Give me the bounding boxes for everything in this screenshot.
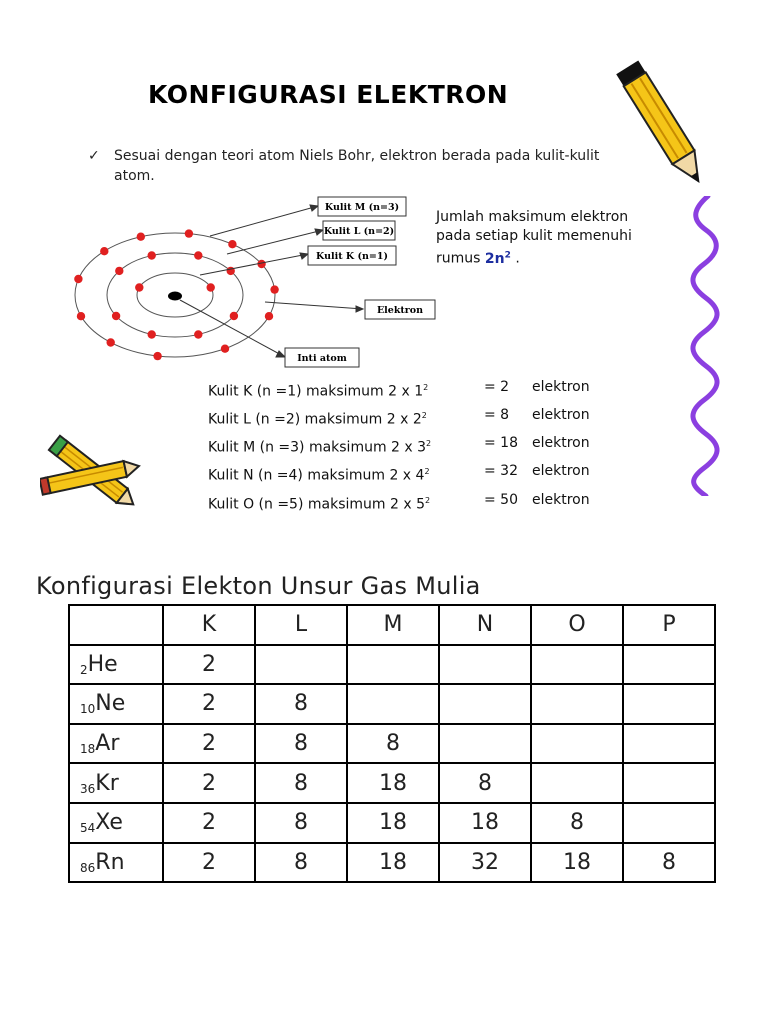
table-row (69, 843, 715, 883)
element-symbol-cell (69, 645, 163, 685)
electron-count-cell: 2 (163, 843, 255, 883)
electron-count-cell (623, 684, 715, 724)
electron-count-cell (531, 724, 623, 764)
note-line-3: rumus $2n^2$ . (436, 250, 520, 267)
shell-max-value: = 2 (484, 379, 510, 395)
electron-count-cell: 18 (347, 763, 439, 803)
electron-count-cell: 8 (255, 843, 347, 883)
atomic-number: 10 (80, 702, 96, 717)
electron-count-cell: 8 (255, 684, 347, 724)
table-row (69, 763, 715, 803)
shell-unit: elektron (532, 379, 590, 395)
table-title: Konfigurasi Elekton Unsur Gas Mulia (36, 572, 481, 600)
label-elektron-text: Elektron (376, 305, 424, 316)
element-symbol: Ar (95, 731, 120, 757)
electron-count-cell: 18 (347, 803, 439, 843)
shell-max-value: = 50 (484, 491, 518, 508)
shell-max-value: = 18 (484, 435, 518, 452)
electron-count-cell: 2 (163, 724, 255, 764)
electron-count-cell: 2 (163, 763, 255, 803)
table-header-shell: O (531, 605, 623, 645)
pencil-icon (612, 56, 722, 206)
electron-dot (185, 229, 193, 237)
electron-count-cell (347, 684, 439, 724)
label-kulit-m (318, 197, 406, 216)
electron-count-cell: 8 (531, 803, 623, 843)
shell-capacity-row (208, 404, 590, 432)
electron-count-cell: 2 (163, 684, 255, 724)
electron-count-cell: 32 (439, 843, 531, 883)
table-row (69, 645, 715, 685)
label-kulit-l-text: Kulit L (n=2) (323, 226, 395, 237)
table-header-shell: M (347, 605, 439, 645)
electron-count-cell (439, 684, 531, 724)
formula-2n2: $2n^2$ (484, 250, 511, 267)
electron-dot (77, 312, 85, 320)
element-symbol: He (87, 651, 118, 677)
max-electron-note (436, 208, 676, 269)
shell-formula: Kulit K (n =1) maksimum 2 x $1^2$ (208, 383, 429, 400)
element-symbol: Rn (95, 849, 125, 875)
electron-count-cell (623, 763, 715, 803)
note-line-2: pada setiap kulit memenuhi (436, 228, 632, 244)
electron-dot (74, 275, 82, 283)
electron-dot (135, 283, 143, 291)
element-symbol: Kr (95, 770, 119, 796)
electron-dot (230, 312, 238, 320)
electron-dot (112, 312, 120, 320)
table-header-row (69, 605, 715, 645)
table-row (69, 803, 715, 843)
element-symbol-cell (69, 763, 163, 803)
electron-count-cell (439, 724, 531, 764)
electron-dot (148, 251, 156, 259)
electron-dot (265, 312, 273, 320)
shell-formula: Kulit N (n =4) maksimum 2 x $4^2$ (208, 467, 430, 485)
electron-dot (137, 233, 145, 241)
atomic-number: 86 (80, 860, 96, 875)
shell-unit: elektron (532, 407, 590, 424)
electron-count-cell: 8 (347, 724, 439, 764)
atomic-number: 36 (80, 781, 96, 796)
shell-capacity-row (208, 460, 590, 488)
shell-unit: elektron (532, 491, 590, 508)
electron-count-cell (531, 763, 623, 803)
shell-capacity-row (208, 489, 590, 517)
label-kulit-k-text: Kulit K (n=1) (316, 251, 388, 262)
table-header-shell: N (439, 605, 531, 645)
electron-count-cell (531, 684, 623, 724)
electron-dot (270, 285, 278, 293)
electron-dot (148, 330, 156, 338)
bohr-atom-diagram (60, 190, 500, 380)
label-kulit-k (308, 246, 396, 265)
electron-count-cell (531, 645, 623, 685)
table-row (69, 684, 715, 724)
shell-capacity-row (208, 376, 590, 404)
checkmark-icon: ✓ (88, 148, 100, 164)
shell-capacity-list (208, 376, 590, 517)
shell-formula: Kulit O (n =5) maksimum 2 x $5^2$ (208, 495, 431, 513)
table-header-shell: P (623, 605, 715, 645)
element-symbol-cell (69, 684, 163, 724)
shell-exponent: 2 (425, 495, 431, 505)
element-symbol-cell (69, 724, 163, 764)
page-title: KONFIGURASI ELEKTRON (148, 80, 509, 109)
shell-max-value: = 8 (484, 407, 510, 424)
shell-formula: Kulit M (n =3) maksimum 2 x $3^2$ (208, 439, 432, 456)
intro-text: Sesuai dengan teori atom Niels Bohr, elektron berada pada kulit-kulit atom. (114, 148, 600, 184)
electron-count-cell (439, 645, 531, 685)
label-inti-atom (285, 348, 359, 367)
table-header-shell: L (255, 605, 347, 645)
intro-paragraph (88, 146, 608, 186)
electron-dot (100, 247, 108, 255)
table-header-corner (69, 605, 163, 645)
label-kulit-m-text: Kulit M (n=3) (324, 202, 400, 213)
electron-dot (194, 251, 202, 259)
label-kulit-l (323, 221, 395, 240)
electron-dot (194, 330, 202, 338)
table-header-shell: K (163, 605, 255, 645)
electron-count-cell (255, 645, 347, 685)
shell-max-value: = 32 (484, 463, 518, 480)
electron-dot (107, 338, 115, 346)
electron-dot (228, 240, 236, 248)
electron-dot (207, 283, 215, 291)
shell-formula: Kulit L (n =2) maksimum 2 x $2^2$ (208, 411, 427, 428)
label-inti-atom-text: Inti atom (297, 353, 347, 364)
noble-gas-configuration-table (68, 604, 716, 883)
electron-count-cell (347, 645, 439, 685)
electron-count-cell: 18 (439, 803, 531, 843)
electron-count-cell: 18 (531, 843, 623, 883)
atomic-number: 54 (80, 821, 96, 836)
electron-dot (153, 352, 161, 360)
electron-count-cell (623, 724, 715, 764)
electron-count-cell: 8 (439, 763, 531, 803)
electron-count-cell: 2 (163, 645, 255, 685)
electron-count-cell: 2 (163, 803, 255, 843)
shell-capacity-row (208, 432, 590, 460)
electron-dot (115, 267, 123, 275)
electron-count-cell: 8 (623, 843, 715, 883)
element-symbol-cell (69, 843, 163, 883)
shell-exponent: 2 (426, 439, 432, 449)
electron-count-cell: 18 (347, 843, 439, 883)
note-line-1: Jumlah maksimum elektron (436, 209, 629, 225)
table-row (69, 724, 715, 764)
electron-count-cell (623, 645, 715, 685)
electron-dot (221, 345, 229, 353)
electron-count-cell: 8 (255, 763, 347, 803)
electron-count-cell: 8 (255, 724, 347, 764)
atomic-number: 2 (80, 662, 88, 677)
element-symbol: Xe (95, 810, 123, 836)
atomic-number: 18 (80, 742, 96, 757)
electron-count-cell: 8 (255, 803, 347, 843)
element-symbol-cell (69, 803, 163, 843)
shell-unit: elektron (532, 435, 590, 452)
nucleus (168, 292, 182, 301)
shell-exponent: 2 (423, 383, 429, 392)
element-symbol: Ne (95, 691, 126, 717)
shell-exponent: 2 (421, 411, 427, 421)
crossed-pencils-icon (40, 428, 145, 523)
shell-unit: elektron (532, 463, 590, 480)
wavy-line-decoration (688, 196, 724, 496)
electron-count-cell (623, 803, 715, 843)
shell-exponent: 2 (424, 467, 430, 477)
label-elektron (365, 300, 435, 319)
